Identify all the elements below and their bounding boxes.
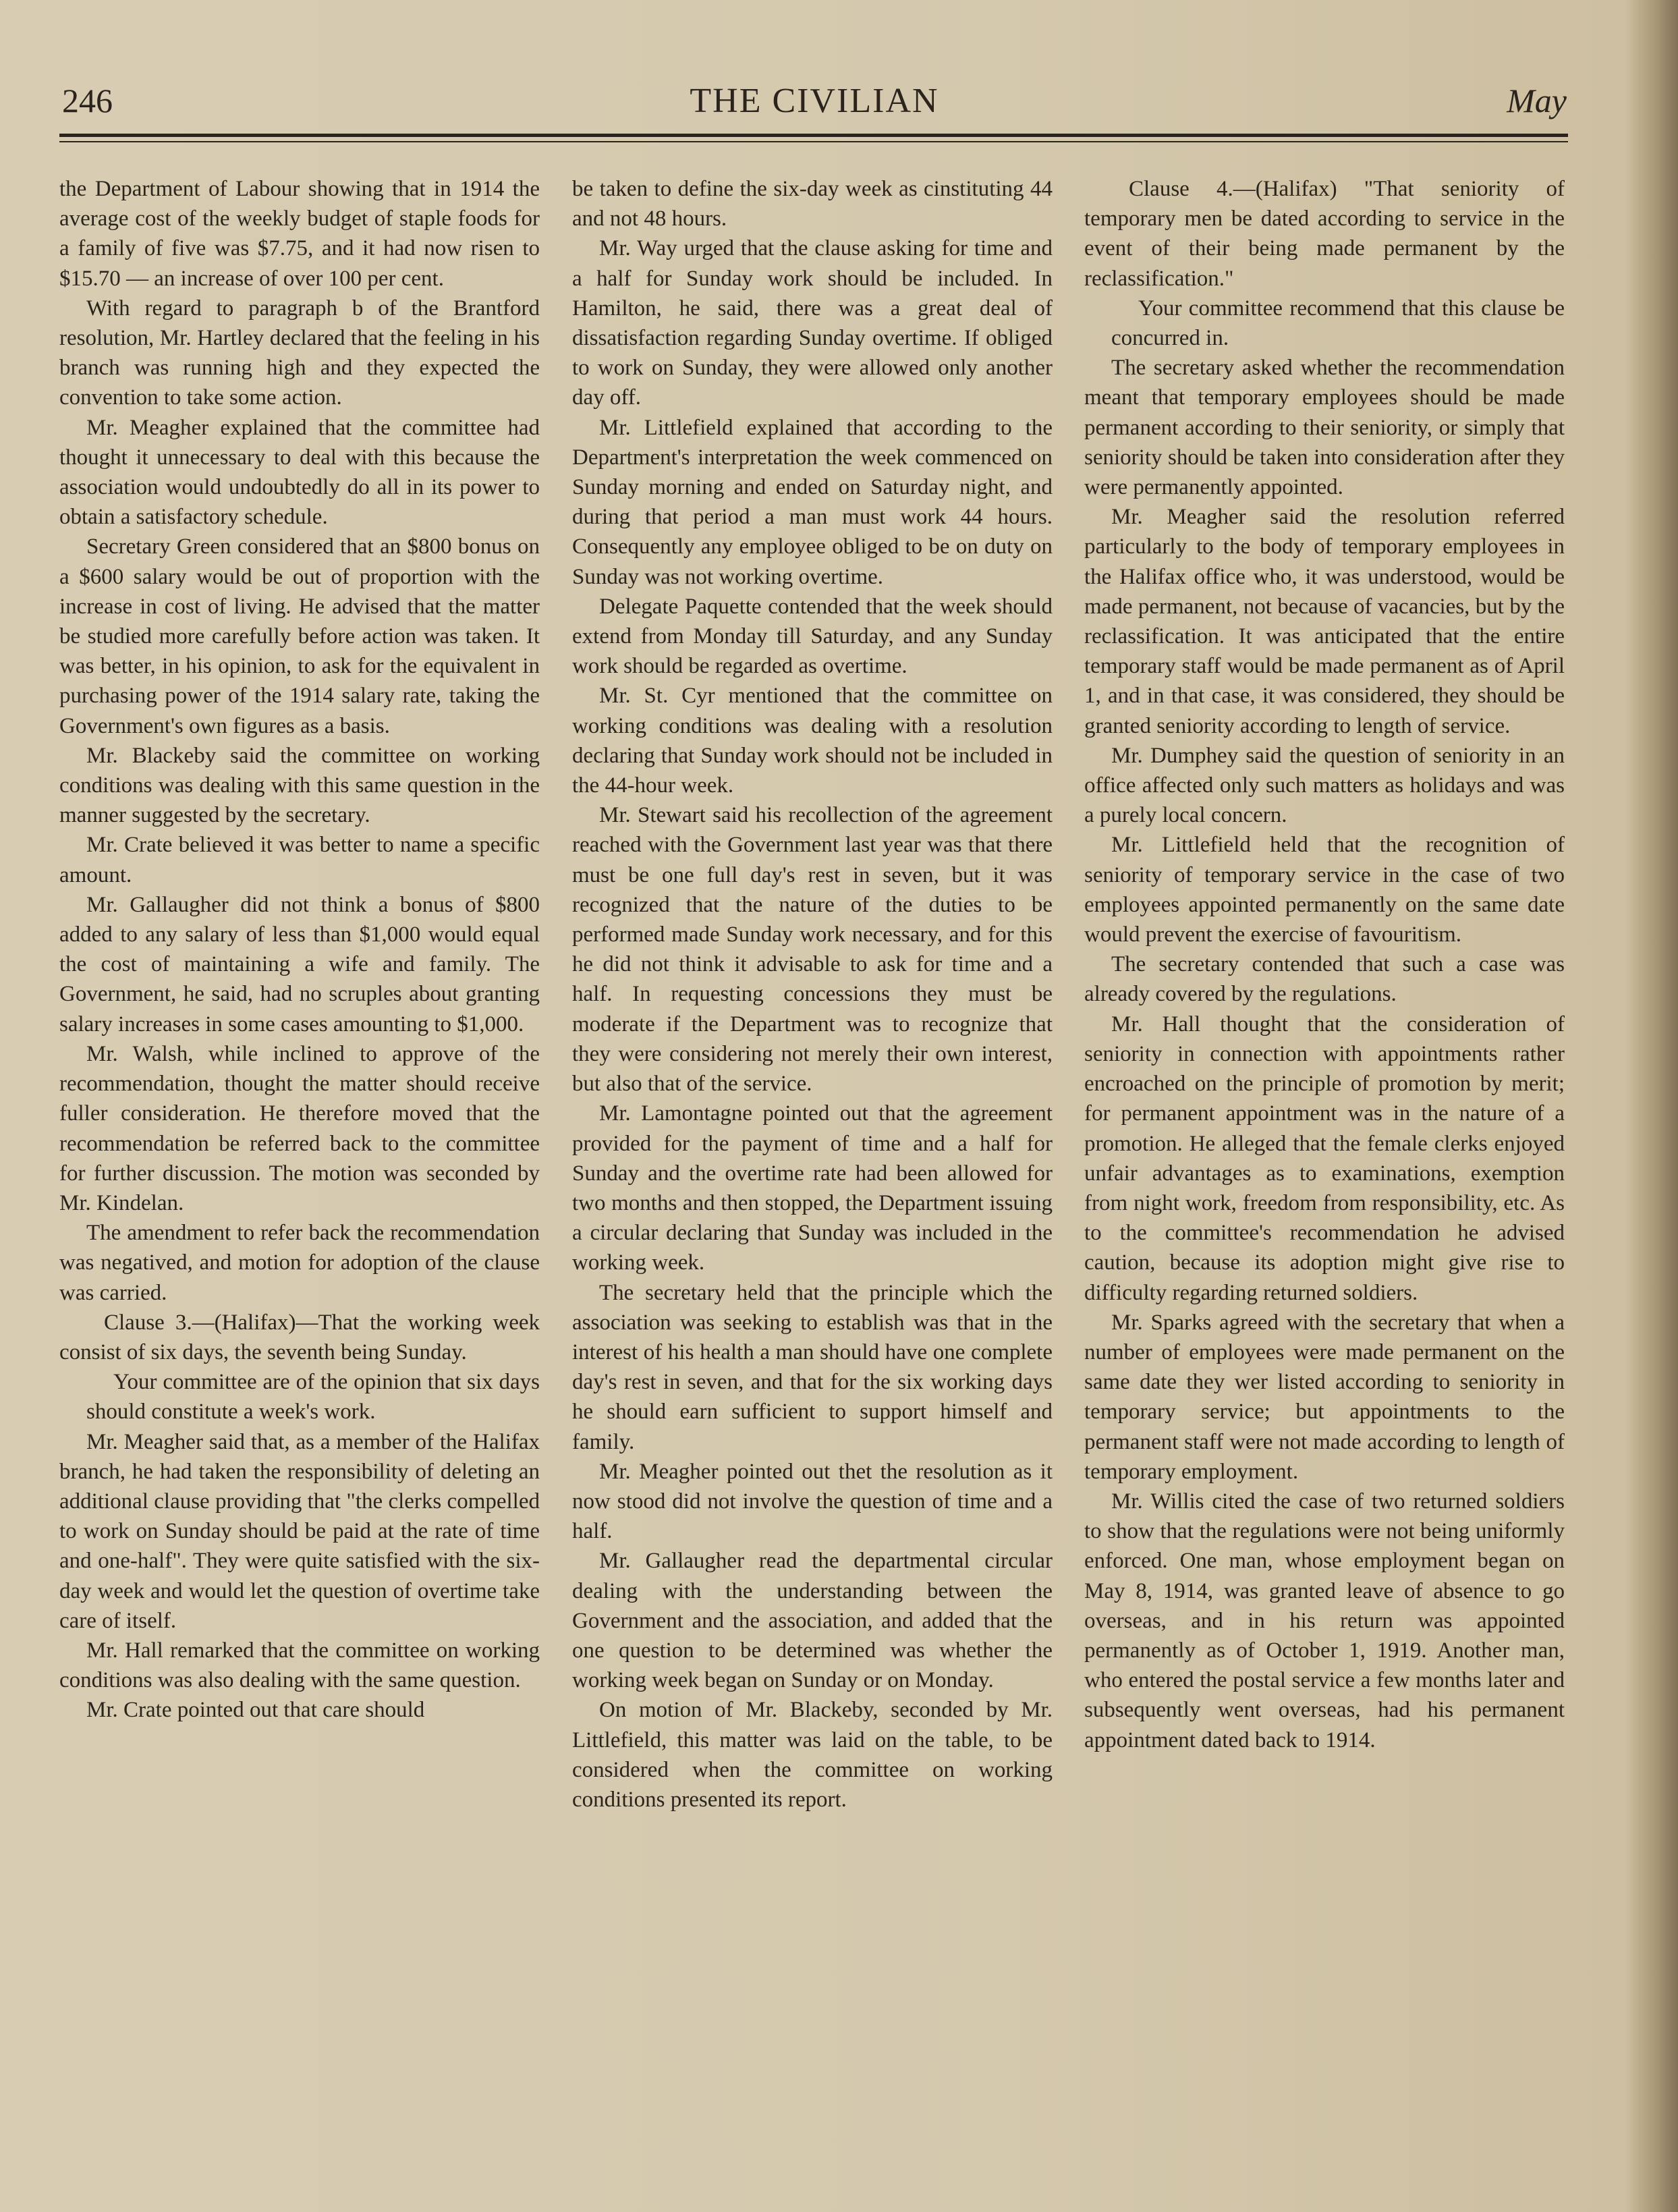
page-binding-shadow — [1624, 0, 1678, 2212]
paragraph: Mr. Stewart said his recollection of the agreement reached with the Government last year was that there must be one full day's rest in seven, but it was recognized that the nature of the duties to be performed made Sunday work necessary, and for this he did not think it advisable to ask for time and a half. In requesting concessions they must be moderate if the Department was to recognize that they were considering not merely their own interest, but also that of the service. — [572, 803, 1053, 1097]
paragraph: Mr. Hall thought that the consideration of seniority in connection with appointments rather encroached on the principle of promotion by merit; for permanent appointment was in the nature of a promotion. He alleged that the female clerks enjoyed unfair advantages as to examinations, exemption from night work, freedom from responsibility, etc. As to the committee's recommendation he advised caution, because its adoption might give rise to difficulty regarding returned soldiers. — [1084, 1012, 1565, 1305]
paragraph: Mr. Crate believed it was better to name a specific amount. — [59, 833, 540, 887]
paragraph: Mr. Hall remarked that the committee on working conditions was also dealing with the same question. — [59, 1638, 540, 1693]
paragraph: Mr. Meagher explained that the committee had thought it unnecessary to deal with this because the association would undoubtedly do all in its power to obtain a satisfactory schedule. — [59, 415, 540, 530]
paragraph: The secretary contended that such a case was already covered by the regulations. — [1084, 952, 1565, 1007]
paragraph: The secretary asked whether the recommendation meant that temporary employees should be made permanent according to their seniority, or simply that seniority should be taken into consideration after they were permanently appointed. — [1084, 356, 1565, 500]
paragraph: Mr. Willis cited the case of two returned soldiers to show that the regulations were not being uniformly enforced. One man, whose employment began on May 8, 1914, was granted leave of absence to go overseas, and in his return was appointed permanently as of October 1, 1919. Another man, who entered the postal service a few months later and subsequently went overseas, had his permanent appointment dated back to 1914. — [1084, 1489, 1565, 1752]
page-number: 246 — [62, 82, 113, 119]
paragraph: Mr. Gallaugher read the departmental circular dealing with the understanding between the Government and the association, and added that the one question to be determined was whether the working week began on Sunday or on Monday. — [572, 1549, 1053, 1693]
paragraph: With regard to paragraph b of the Brantford resolution, Mr. Hartley declared that the feeling in his branch was running high and they expected the convention to take some action. — [59, 296, 540, 410]
paragraph: Secretary Green considered that an $800 bonus on a $600 salary would be out of proportion with the increase in cost of living. He advised that the matter be studied more carefully before action was taken. It was better, in his opinion, to ask for the equivalent in purchasing power of the 1914 salary rate, taking the Government's own figures as a basis. — [59, 534, 540, 738]
header-rule-thin — [59, 141, 1568, 142]
paragraph: be taken to define the six-day week as cinstituting 44 and not 48 hours. — [572, 177, 1053, 231]
paragraph: Mr. Walsh, while inclined to approve of the recommendation, thought the matter should receive fuller consideration. He therefore moved that the recommendation be referred back to the committee for further discussion. The motion was seconded by Mr. Kindelan. — [59, 1041, 540, 1215]
paragraph: Mr. Sparks agreed with the secretary that when a number of employees were made permanent on the same date they wer listed according to seniority in temporary service; but appointments to the permanent staff were not made according to length of temporary employment. — [1084, 1310, 1565, 1484]
issue-month: May — [1507, 82, 1567, 119]
paragraph: Mr. Crate pointed out that care should — [86, 1698, 425, 1723]
clause-3-paragraph: Clause 3.—(Halifax)—That the working week consist of six days, the seventh being Sunday. — [59, 1310, 540, 1364]
running-header — [62, 81, 1567, 135]
text-column-2 — [572, 174, 1053, 1815]
paragraph: Mr. Meagher pointed out thet the resolution as it now stood did not involve the question of time and a half. — [572, 1459, 1053, 1544]
paragraph: The amendment to refer back the recommendation was negatived, and motion for adoption of the clause was carried. — [59, 1221, 540, 1305]
paragraph: The secretary held that the principle which the association was seeking to establish was that in the interest of his health a man should have one complete day's rest in seven, and that for the six working days he should earn sufficient to support himself and family. — [572, 1280, 1053, 1454]
paragraph: Mr. Littlefield held that the recognition of seniority of temporary service in the case of two employees appointed permanently on the same date would prevent the exercise of favouritism. — [1084, 833, 1565, 947]
paragraph: Mr. Blackeby said the committee on working conditions was dealing with this same question in the manner suggested by the secretary. — [59, 743, 540, 828]
paragraph: Mr. Dumphey said the question of seniority in an office affected only such matters as holidays and was a purely local concern. — [1084, 743, 1565, 828]
paragraph: Mr. Meagher said that, as a member of the Halifax branch, he had taken the responsibility of deleting an additional clause providing that "the clerks compelled to work on Sunday should be paid at the rate of time and one-half". They were quite satisfied with the six-day week and would let the question of overtime take care of itself. — [59, 1429, 540, 1633]
journal-title: THE CIVILIAN — [690, 82, 939, 120]
committee-recommendation-paragraph: Your committee recommend that this clause be concurred in. — [1111, 296, 1565, 351]
text-column-3 — [1084, 174, 1565, 1755]
paragraph: Mr. Meagher said the resolution referred particularly to the body of temporary employees in the Halifax office who, it was understood, would be made permanent, not because of vacancies, but by the reclassification. It was anticipated that the entire temporary staff would be made permanent as of April 1, and in that case, it was considered, they should be granted seniority according to length of service. — [1084, 505, 1565, 738]
clause-4-paragraph: Clause 4.—(Halifax) "That seniority of temporary men be dated according to service in the event of their being made permanent by the reclassification." — [1084, 177, 1565, 291]
committee-opinion-paragraph: Your committee are of the opinion that six days should constitute a week's work. — [86, 1370, 540, 1425]
paragraph: Mr. Lamontagne pointed out that the agreement provided for the payment of time and a half for Sunday and the overtime rate had been allowed for two months and then stopped, the Department issuing a circular declaring that Sunday was included in the working week. — [572, 1101, 1053, 1275]
paragraph: Mr. Gallaugher did not think a bonus of $800 added to any salary of less than $1,000 would equal the cost of maintaining a wife and family. The Government, he said, had no scruples about granting salary increases in some cases amounting to $1,000. — [59, 892, 540, 1036]
paragraph: On motion of Mr. Blackeby, seconded by Mr. Littlefield, this matter was laid on the table, to be considered when the committee on working conditions presented its report. — [572, 1698, 1053, 1812]
paragraph: the Department of Labour showing that in 1914 the average cost of the weekly budget of staple foods for a family of five was $7.75, and it had now risen to $15.70 — an increase of over 100 per cent. — [59, 177, 540, 291]
paragraph: Mr. Way urged that the clause asking for time and a half for Sunday work should be included. In Hamilton, he said, there was a great deal of dissatisfaction regarding Sunday overtime. If obliged to work on Sunday, they were allowed only another day off. — [572, 236, 1053, 410]
paragraph: Delegate Paquette contended that the week should extend from Monday till Saturday, and any Sunday work should be regarded as overtime. — [572, 594, 1053, 679]
paragraph: Mr. Littlefield explained that according to the Department's interpretation the week commenced on Sunday morning and ended on Saturday night, and during that period a man must work 44 hours. Consequently any employee obliged to be on duty on Sunday was not working overtime. — [572, 415, 1053, 589]
paragraph: Mr. St. Cyr mentioned that the committee on working conditions was dealing with a resolution declaring that Sunday work should not be included in the 44-hour week. — [572, 684, 1053, 798]
text-column-1 — [59, 174, 540, 1725]
header-rule-thick — [59, 134, 1568, 137]
